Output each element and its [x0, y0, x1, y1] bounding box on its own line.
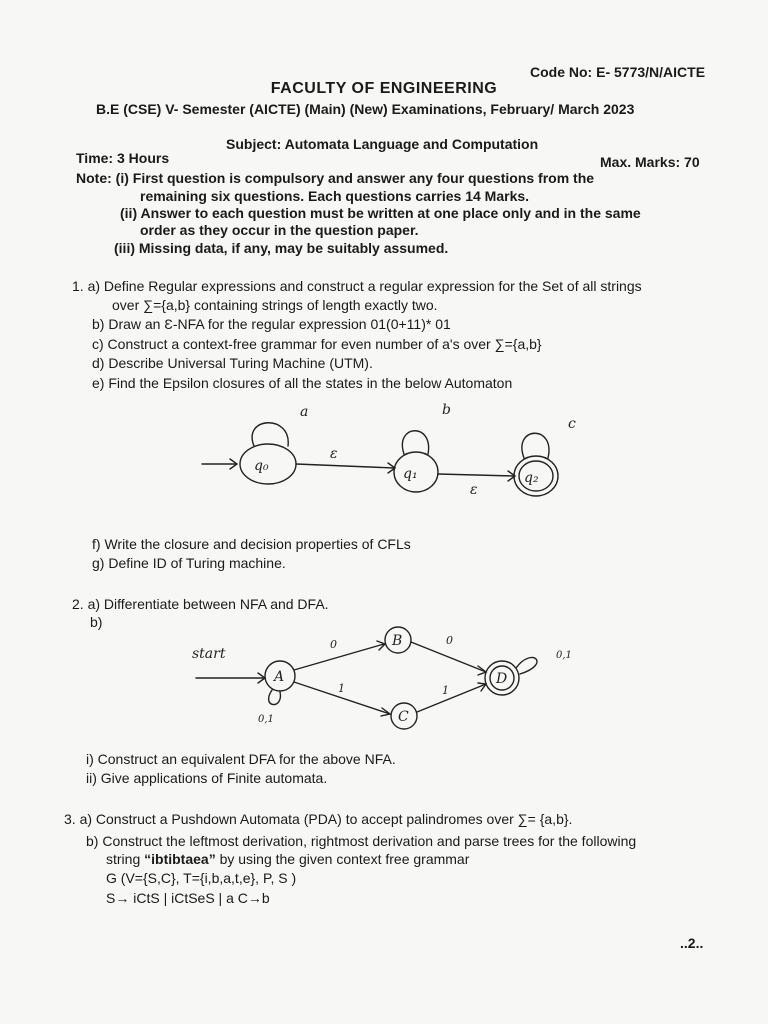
q3b-string-pre: string: [106, 851, 145, 867]
loop-D-label: 0,1: [556, 650, 572, 661]
start-label: start: [192, 646, 226, 662]
page-number: ..2..: [680, 935, 704, 951]
q2b: b): [90, 614, 103, 630]
loop-q1-label: b: [442, 402, 451, 418]
q1b: b) Draw an Ɛ-NFA for the regular expression 01(0+11)* 01: [92, 316, 451, 332]
loop-D: [516, 658, 537, 674]
q1a-cont: over ∑={a,b} containing strings of length exactly two.: [112, 297, 438, 313]
q1d: d) Describe Universal Turing Machine (UTM).: [92, 355, 373, 371]
edge-q1-q2: [438, 474, 514, 476]
faculty-title: FACULTY OF ENGINEERING: [270, 80, 498, 97]
time-line: Time: 3 Hours: [76, 150, 170, 166]
q1g: g) Define ID of Turing machine.: [92, 555, 286, 571]
q3a: 3. a) Construct a Pushdown Automata (PDA) to accept palindromes over ∑= {a,b}.: [64, 811, 573, 827]
state-D-label: D: [496, 671, 508, 687]
q2a: 2. a) Differentiate between NFA and DFA.: [72, 596, 329, 612]
loop-q1: [402, 431, 428, 454]
q3b: b) Construct the leftmost derivation, rightmost derivation and parse trees for the following: [86, 833, 637, 849]
q1a: 1. a) Define Regular expressions and construct a regular expression for the Set of all strings: [72, 278, 642, 294]
code-number: Code No: E- 5773/N/AICTE: [530, 64, 706, 80]
loop-q2: [522, 433, 549, 458]
state-C-label: C: [398, 709, 409, 725]
note-3: (iii) Missing data, if any, may be suitably assumed.: [114, 240, 449, 256]
q3-grammar: G (V={S,C}, T={i,b,a,t,e}, P, S ): [106, 870, 297, 886]
loop-q2-label: c: [568, 416, 576, 432]
q2b-ii: ii) Give applications of Finite automata.: [86, 770, 328, 786]
edge-A-B-label: 0: [330, 638, 337, 651]
automaton-diagram-2: [180, 620, 600, 730]
note-2: (ii) Answer to each question must be written at one place only and in the same: [120, 205, 641, 221]
q3-productions: S→ iCtS | iCtSeS | a C→b: [106, 890, 270, 906]
state-q0-label: q₀: [254, 458, 269, 474]
loop-q0-label: a: [300, 404, 309, 420]
exam-title: B.E (CSE) V- Semester (AICTE) (Main) (New) Examinations, February/ March 2023: [96, 101, 635, 117]
loop-q0: [252, 423, 288, 446]
edge-A-C-label: 1: [338, 682, 345, 695]
edge-A-B: [294, 644, 384, 670]
edge-C-D: [417, 684, 486, 712]
q1c: c) Construct a context-free grammar for even number of a's over ∑={a,b}: [92, 336, 542, 352]
state-A-label: A: [274, 669, 285, 685]
edge-C-D-label: 1: [442, 684, 449, 697]
state-B-label: B: [392, 633, 403, 649]
subject-line: Subject: Automata Language and Computation: [226, 136, 539, 152]
note-1-cont: remaining six questions. Each questions carries 14 Marks.: [140, 188, 530, 204]
q3b-string: “ibtibtaea”: [144, 851, 216, 867]
loop-A: [269, 690, 281, 705]
edge-q1-q2-label: ε: [470, 482, 478, 498]
q2b-i: i) Construct an equivalent DFA for the above NFA.: [86, 751, 396, 767]
q3b-string-line: [106, 851, 469, 867]
loop-A-label: 0,1: [258, 714, 274, 725]
state-q1-label: q₁: [403, 466, 418, 482]
edge-q0-q1: [296, 464, 394, 468]
state-q2-label: q₂: [524, 470, 539, 486]
q1f: f) Write the closure and decision properties of CFLs: [92, 536, 411, 552]
edge-B-D-label: 0: [446, 634, 453, 647]
max-marks: Max. Marks: 70: [600, 154, 700, 170]
edge-q0-q1-label: ε: [330, 446, 338, 462]
note-2-cont: order as they occur in the question paper.: [140, 222, 419, 238]
note-1: Note: (i) First question is compulsory and answer any four questions from the: [76, 170, 595, 186]
automaton-diagram-1: [190, 396, 600, 506]
q1e: e) Find the Epsilon closures of all the states in the below Automaton: [92, 375, 513, 391]
q3b-string-post: by using the given context free grammar: [215, 851, 470, 867]
